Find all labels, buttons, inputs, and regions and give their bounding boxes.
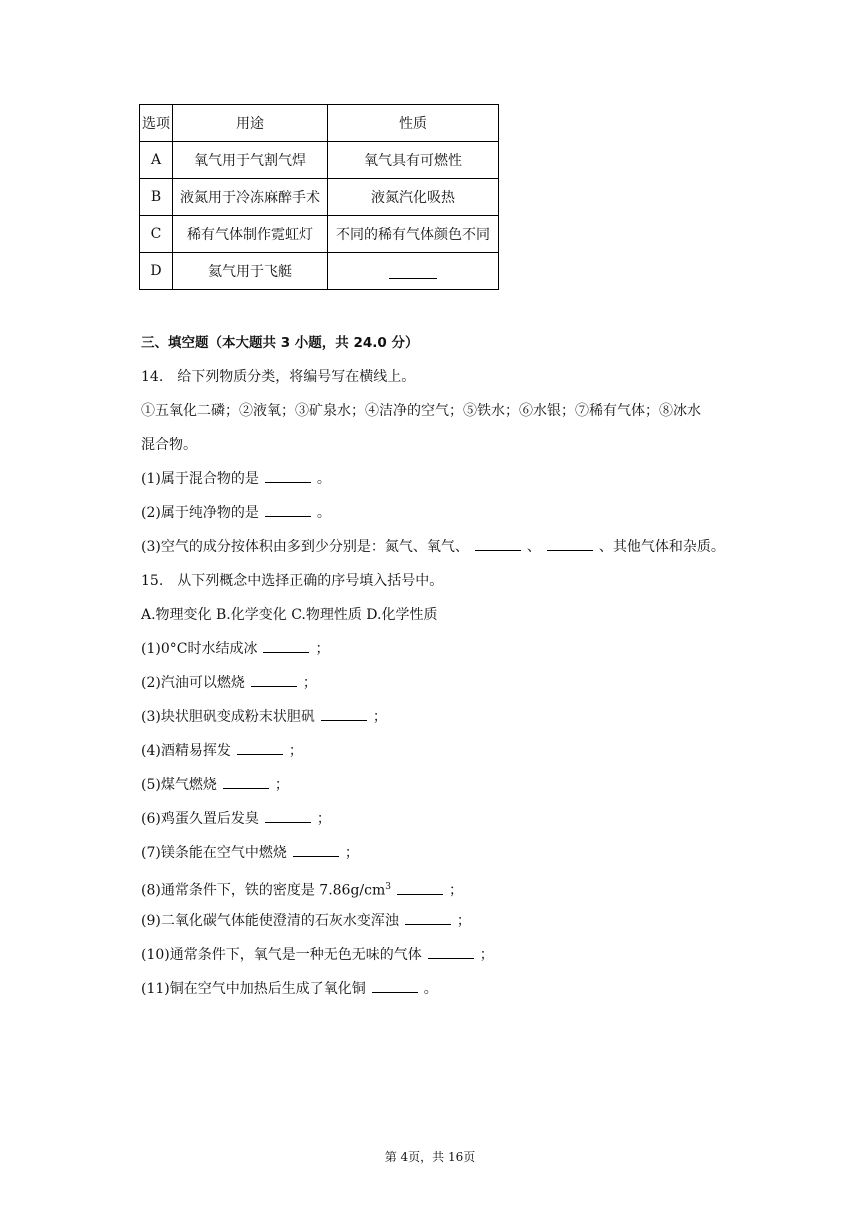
table-cell: 稀有气体制作霓虹灯	[173, 216, 328, 253]
table-cell: 液氮汽化吸热	[328, 179, 499, 216]
table-row	[140, 216, 499, 253]
answer-blank	[405, 912, 451, 925]
table-cell: 不同的稀有气体颜色不同	[328, 216, 499, 253]
answer-blank	[389, 264, 437, 279]
table-cell-blank	[328, 253, 499, 290]
answer-blank	[237, 742, 283, 755]
q15-item: (7)镁条能在空气中燃烧 ；	[141, 845, 359, 861]
answer-blank	[265, 810, 311, 823]
answer-blank	[223, 776, 269, 789]
table-row	[140, 179, 499, 216]
table-row	[140, 142, 499, 179]
q15-item: (1)0°C时水结成冰 ；	[141, 641, 330, 657]
q14-items-line2: 混合物。	[141, 437, 197, 453]
table-header-cell: 选项	[140, 105, 173, 142]
answer-blank	[397, 882, 443, 895]
q14-items-line1: ①五氧化二磷；②液氧；③矿泉水；④洁净的空气；⑤铁水；⑥水银；⑦稀有气体；⑧冰水	[141, 403, 701, 419]
q15-item: (11)铜在空气中加热后生成了氧化铜 。	[141, 981, 438, 997]
answer-blank	[321, 708, 367, 721]
q15-item: (4)酒精易挥发 ；	[141, 743, 303, 759]
q14-stem: 14. 给下列物质分类，将编号写在横线上。	[141, 369, 416, 385]
table-header-row	[140, 105, 499, 142]
q14-part2: (2)属于纯净物的是 。	[141, 505, 331, 521]
table-header-cell: 用途	[173, 105, 328, 142]
options-table	[139, 104, 499, 290]
table-cell: A	[140, 142, 173, 179]
table-cell: 氦气用于飞艇	[173, 253, 328, 290]
answer-blank	[265, 470, 311, 483]
answer-blank	[251, 674, 297, 687]
answer-blank	[372, 980, 418, 993]
section-title: 三、填空题（本大题共 3 小题，共 24.0 分）	[141, 335, 419, 351]
table-cell: D	[140, 253, 173, 290]
q15-item: (9)二氧化碳气体能使澄清的石灰水变浑浊 ；	[141, 913, 471, 929]
q15-stem: 15. 从下列概念中选择正确的序号填入括号中。	[141, 573, 444, 589]
q15-item: (8)通常条件下，铁的密度是 $7.86g/cm^3$ ；	[141, 882, 463, 899]
table-row	[140, 253, 499, 290]
answer-blank	[428, 946, 474, 959]
q15-item: (2)汽油可以燃烧 ；	[141, 675, 317, 691]
answer-blank	[547, 538, 593, 551]
q15-options: A.物理变化 B.化学变化 C.物理性质 D.化学性质	[141, 607, 438, 623]
q15-item: (5)煤气燃烧 ；	[141, 777, 289, 793]
q14-part1: (1)属于混合物的是 。	[141, 471, 331, 487]
table-cell: C	[140, 216, 173, 253]
table-cell: B	[140, 179, 173, 216]
table-cell: 氧气具有可燃性	[328, 142, 499, 179]
page-footer: 第 4页，共 16页	[384, 1150, 476, 1164]
answer-blank	[293, 844, 339, 857]
q15-item: (3)块状胆矾变成粉末状胆矾 ；	[141, 709, 387, 725]
answer-blank	[265, 504, 311, 517]
answer-blank	[475, 538, 521, 551]
table-cell: 氧气用于气割气焊	[173, 142, 328, 179]
q15-item: (6)鸡蛋久置后发臭 ；	[141, 811, 331, 827]
table-cell: 液氮用于冷冻麻醉手术	[173, 179, 328, 216]
q14-part3: (3)空气的成分按体积由多到少分别是：氮气、氧气、 、 、其他气体和杂质。	[141, 539, 725, 555]
table-header-cell: 性质	[328, 105, 499, 142]
answer-blank	[263, 640, 309, 653]
q15-item: (10)通常条件下，氧气是一种无色无味的气体 ；	[141, 947, 494, 963]
